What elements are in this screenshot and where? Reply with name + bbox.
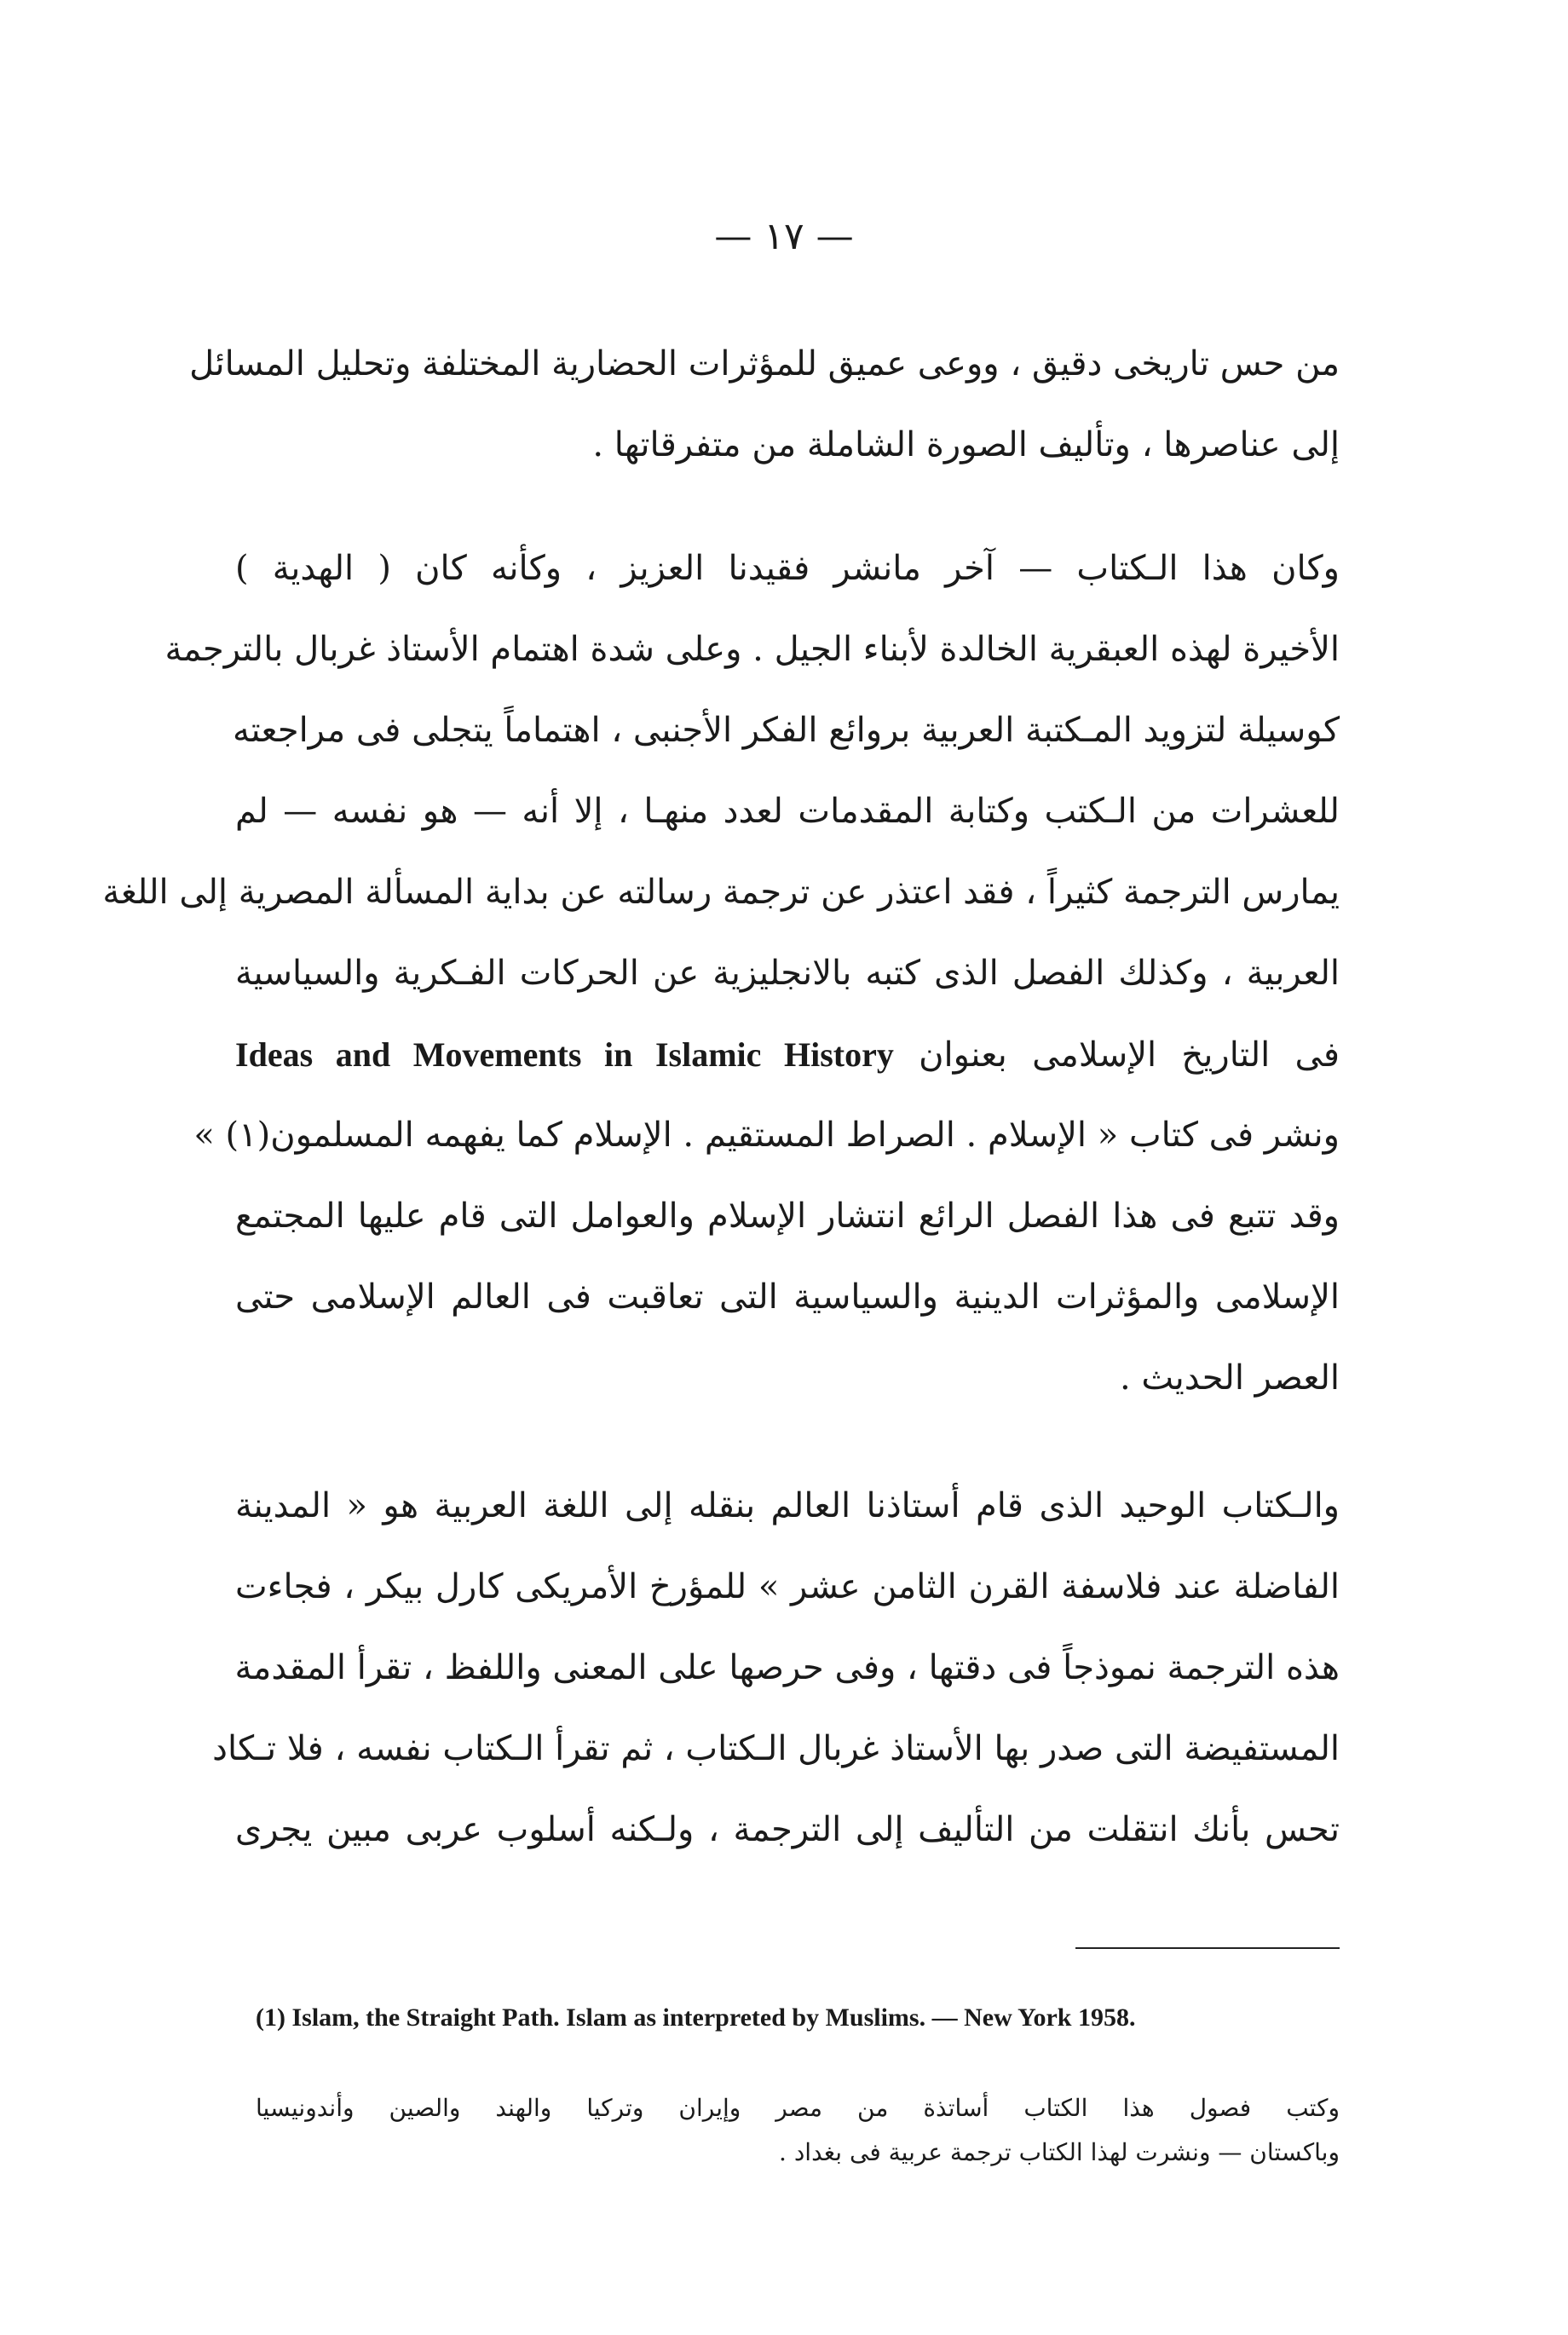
text-line: الفاضلة عند فلاسفة القرن الثامن عشر » للمؤرخ الأمريكى كارل بيكر ، فجاءت — [235, 1567, 1340, 1606]
text-line: تحس بأنك انتقلت من التأليف إلى الترجمة ، ولـكنه أسلوب عربى مبين يجرى — [235, 1810, 1340, 1849]
text-line: للعشرات من الـكتب وكتابة المقدمات لعدد منهـا ، إلا أنه — هو نفسه — لم — [235, 792, 1340, 831]
paragraph-3 — [212, 1466, 1340, 1871]
text-line: العصر الحديث . — [1119, 1358, 1340, 1398]
text-line: كوسيلة لتزويد المـكتبة العربية بروائع الفكر الأجنبى ، اهتماماً يتجلى فى مراجعته — [233, 711, 1340, 750]
footnote-english: (1) Islam, the Straight Path. Islam as interpreted by Muslims. — New York 1958. — [256, 2003, 1136, 2032]
english-book-title: Ideas and Movements in Islamic History — [235, 1035, 894, 1074]
footnote-arabic — [256, 2086, 1340, 2175]
text-line: هذه الترجمة نموذجاً فى دقتها ، وفى حرصها على المعنى واللفظ ، تقرأ المقدمة — [234, 1648, 1340, 1687]
text-line: وقد تتبع فى هذا الفصل الرائع انتشار الإسلام والعوامل التى قام عليها المجتمع — [235, 1196, 1340, 1236]
text-line-arabic-part: فى التاريخ الإسلامى بعنوان — [919, 1035, 1340, 1075]
paragraph-1 — [189, 324, 1340, 486]
page-number: — ١٧ — — [714, 215, 854, 258]
footnote-divider — [1075, 1947, 1340, 1949]
paragraph-2 — [102, 528, 1340, 1419]
text-line: الأخيرة لهذه العبقرية الخالدة لأبناء الجيل . وعلى شدة اهتمام الأستاذ غربال بالترجمة — [164, 630, 1340, 669]
text-line: الإسلامى والمؤثرات الدينية والسياسية التى تعاقبت فى العالم الإسلامى حتى — [235, 1277, 1340, 1317]
text-line: من حس تاريخى دقيق ، ووعى عميق للمؤثرات الحضارية المختلفة وتحليل المسائل — [189, 344, 1340, 383]
text-line: إلى عناصرها ، وتأليف الصورة الشاملة من متفرقاتها . — [592, 425, 1340, 464]
text-line: يمارس الترجمة كثيراً ، فقد اعتذر عن ترجمة رسالته عن بداية المسألة المصرية إلى اللغة — [102, 873, 1340, 912]
text-line: العربية ، وكذلك الفصل الذى كتبه بالانجليزية عن الحركات الفـكرية والسياسية — [235, 954, 1340, 993]
text-line: ونشر فى كتاب « الإسلام . الصراط المستقيم . الإسلام كما يفهمه المسلمون(١) » — [193, 1116, 1340, 1155]
text-line-with-english-title — [235, 1014, 1340, 1095]
text-line: والـكتاب الوحيد الذى قام أستاذنا العالم بنقله إلى اللغة العربية هو « المدينة — [235, 1486, 1340, 1525]
text-line: المستفيضة التى صدر بها الأستاذ غربال الـكتاب ، ثم تقرأ الـكتاب نفسه ، فلا تـكاد — [212, 1729, 1340, 1768]
footnote-arabic-line: وباكستان — ونشرت لهذا الكتاب ترجمة عربية فى بغداد . — [779, 2138, 1340, 2166]
footnote-arabic-line: وكتب فصول هذا الكتاب أساتذة من مصر وإيران وتركيا والهند والصين وأندونيسيا — [256, 2094, 1340, 2122]
text-line: وكان هذا الـكتاب — آخر مانشر فقيدنا العزيز ، وكأنه كان ( الهدية ) — [235, 549, 1340, 588]
